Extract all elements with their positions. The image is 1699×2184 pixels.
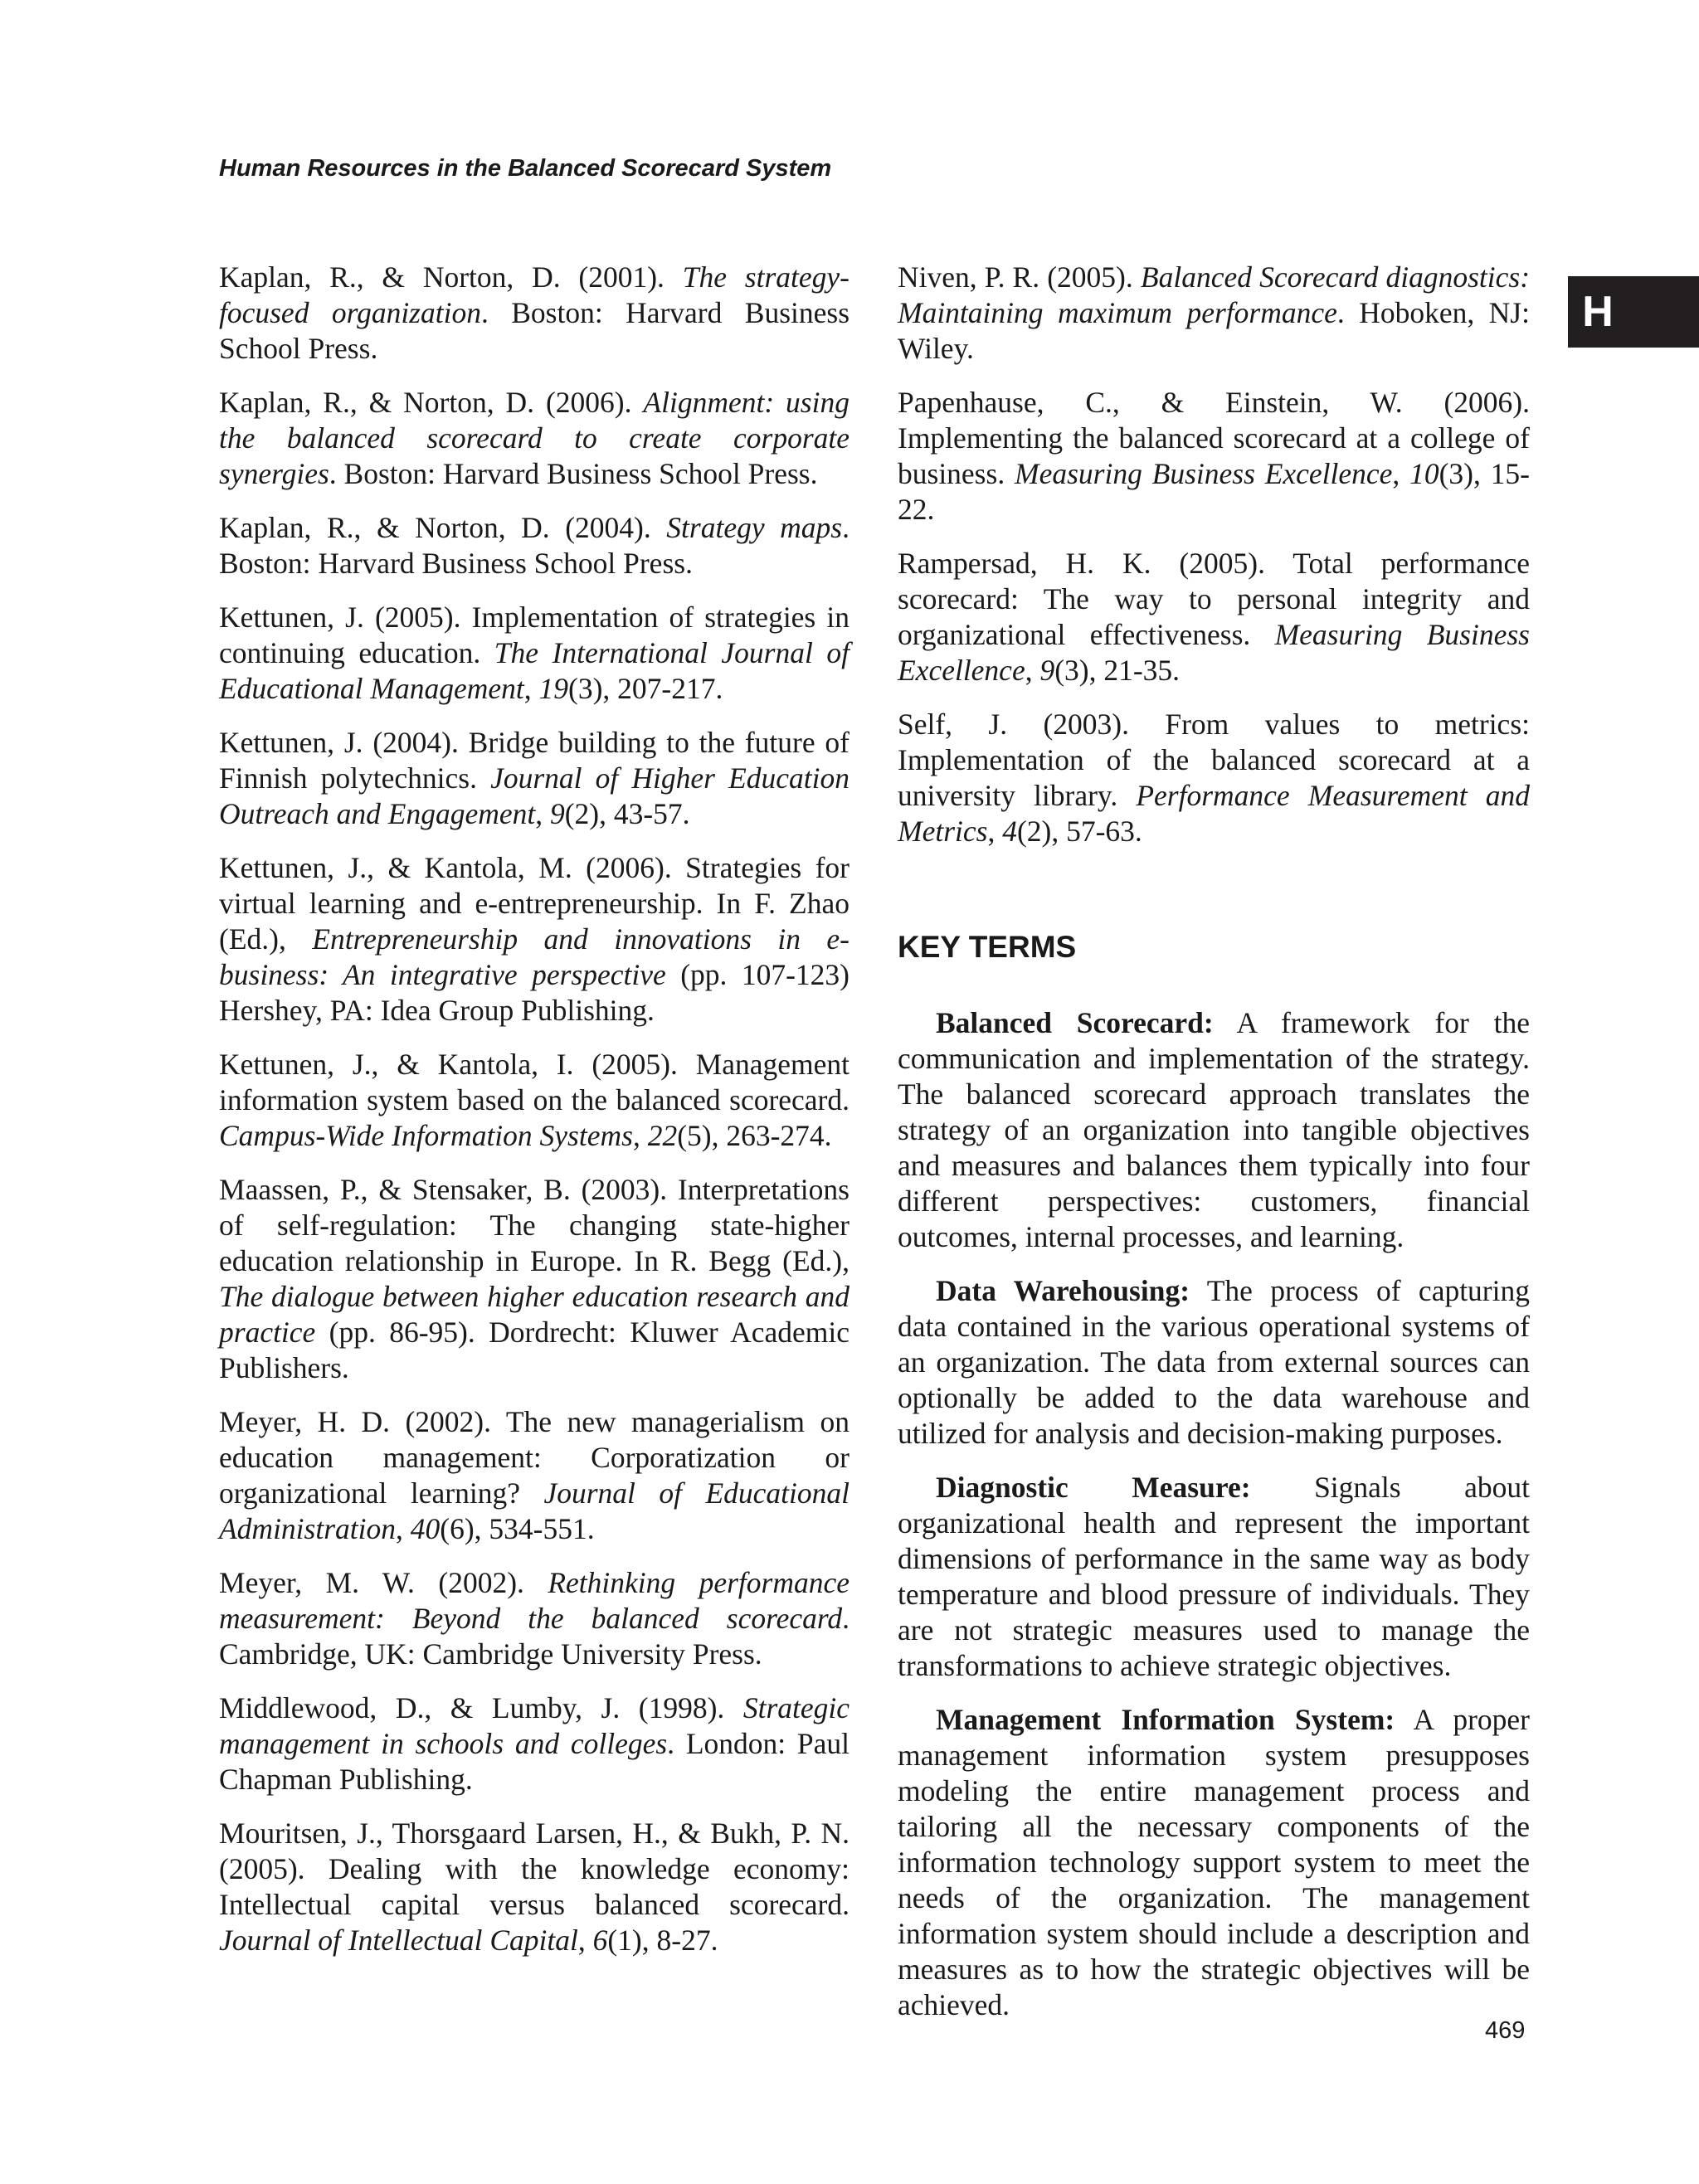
reference-title: Rethinking performance measurement: Beyond the balanced scorecard <box>219 1566 850 1635</box>
reference-text: Middlewood, D., & Lumby, J. (1998). <box>219 1691 743 1724</box>
reference-text: Meyer, H. D. (2002). The new managerialism on education management: Corporatization or organizational learning? <box>219 1405 850 1510</box>
reference-entry <box>219 510 850 581</box>
reference-entry <box>219 850 850 1029</box>
key-term-entry <box>898 1005 1530 1255</box>
reference-entry <box>219 1047 850 1154</box>
left-column <box>219 260 850 1977</box>
reference-title: Journal of Intellectual Capital <box>219 1924 578 1957</box>
reference-text: Kettunen, J. (2004). Bridge building to the future of Finnish polytechnics. <box>219 726 850 795</box>
reference-text: Kettunen, J., & Kantola, M. (2006). Strategies for virtual learning and e-entrepreneurship. In F. Zhao (Ed.), <box>219 851 850 956</box>
reference-entry <box>219 260 850 367</box>
reference-title: Balanced Scorecard diagnostics: Maintaining maximum performance <box>898 260 1531 329</box>
reference-text: Mouritsen, J., Thorsgaard Larsen, H., & Bukh, P. N. (2005). Dealing with the knowledge economy: Intellectual capital versus balanced scorecard. <box>219 1817 850 1921</box>
reference-title: Campus-Wide Information Systems <box>219 1119 633 1152</box>
key-term-entry <box>898 1470 1530 1684</box>
reference-details: (3), 15-22. <box>898 457 1530 526</box>
reference-entry <box>219 1404 850 1547</box>
reference-separator: , <box>632 1119 648 1152</box>
key-term-name: Data Warehousing: <box>936 1274 1190 1307</box>
section-thumb-tab <box>1568 276 1699 348</box>
reference-details: (pp. 86-95). Dordrecht: Kluwer Academic Publishers. <box>219 1316 850 1384</box>
reference-title: Strategy maps <box>666 511 843 544</box>
reference-details: . Cambridge, UK: Cambridge University Press. <box>219 1602 850 1671</box>
reference-title: Journal of Higher Education Outreach and Engagement <box>219 761 850 830</box>
key-term-definition: Signals about organizational health and represent the important dimensions of performance in the same way as body temperature and blood pressure of individuals. They are not strategic measures used to manage the transformations to achieve strategic objectives. <box>898 1471 1530 1682</box>
reference-entry <box>219 600 850 707</box>
reference-text: Kettunen, J., & Kantola, I. (2005). Management information system based on the balanced scorecard. <box>219 1048 850 1116</box>
reference-details: (pp. 107-123) Hershey, PA: Idea Group Publishing. <box>219 958 850 1027</box>
reference-details: . Boston: Harvard Business School Press. <box>329 457 818 490</box>
reference-details: . Boston: Harvard Business School Press. <box>219 511 850 580</box>
reference-separator: , <box>523 672 539 705</box>
reference-details: . London: Paul Chapman Publishing. <box>219 1727 850 1796</box>
key-term-name: Management Information System: <box>936 1703 1395 1736</box>
key-term-name: Diagnostic Measure: <box>936 1471 1251 1504</box>
reference-title: Journal of Educational Administration <box>219 1476 850 1545</box>
reference-title: Measuring Business Excellence <box>898 618 1530 687</box>
reference-details: (3), 21-35. <box>1054 654 1181 687</box>
reference-separator: , <box>396 1512 411 1545</box>
running-head-title: Human Resources in the Balanced Scorecard System <box>219 155 832 182</box>
reference-details: . Boston: Harvard Business School Press. <box>219 296 850 365</box>
key-terms-heading: KEY TERMS <box>898 930 1077 964</box>
key-term-definition: A proper management information system presupposes modeling the entire management process and tailoring all the necessary components of the information technology support system to meet the needs of the organization. The management information system should include a description and measures as to how the strategic objectives will be achieved. <box>898 1703 1530 2021</box>
reference-volume: 40 <box>410 1512 441 1545</box>
key-term-definition: The process of capturing data contained in the various operational systems of an organization. The data from external sources can optionally be added to the data warehouse and utilized for analysis and decision-making purposes. <box>898 1274 1530 1450</box>
reference-list-right <box>898 260 1530 849</box>
reference-separator: , <box>577 1924 593 1957</box>
reference-volume: 4 <box>1002 815 1017 848</box>
reference-text: Meyer, M. W. (2002). <box>219 1566 548 1599</box>
reference-separator: , <box>535 797 550 830</box>
reference-details: (1), 8-27. <box>607 1924 718 1957</box>
reference-volume: 19 <box>538 672 568 705</box>
reference-list-left <box>219 260 850 1958</box>
reference-volume: 9 <box>549 797 565 830</box>
reference-entry <box>219 1690 850 1797</box>
reference-entry <box>898 260 1530 367</box>
key-term-entry <box>898 1273 1530 1452</box>
page-number: 469 <box>1485 2017 1526 2044</box>
reference-title: The International Journal of Educational Management <box>219 636 850 705</box>
reference-entry <box>219 1565 850 1672</box>
reference-volume: 6 <box>592 1924 608 1957</box>
reference-details: (5), 263-274. <box>677 1119 832 1152</box>
reference-text: Maassen, P., & Stensaker, B. (2003). Interpretations of self-regulation: The changing state-higher education relationship in Europe. In R. Begg (Ed.), <box>219 1173 850 1277</box>
reference-entry <box>219 385 850 492</box>
key-term-definition: A framework for the communication and implementation of the strategy. The balanced scorecard approach translates the strategy of an organization into tangible objectives and measures and balances them typically into four different perspectives: customers, financial outcomes, internal processes, and learning. <box>898 1006 1530 1253</box>
reference-separator: , <box>1025 654 1040 687</box>
reference-title: Alignment: using the balanced scorecard to create corporate synergies <box>219 386 850 490</box>
key-term-name: Balanced Scorecard: <box>936 1006 1214 1039</box>
reference-text: Kaplan, R., & Norton, D. (2001). <box>219 260 683 294</box>
reference-entry <box>219 1172 850 1386</box>
reference-entry <box>898 385 1530 528</box>
reference-details: (3), 207-217. <box>568 672 723 705</box>
reference-volume: 22 <box>647 1119 678 1152</box>
reference-entry <box>898 707 1530 849</box>
reference-text: Niven, P. R. (2005). <box>898 260 1141 294</box>
reference-title: Strategic management in schools and colleges <box>219 1691 850 1760</box>
reference-details: (2), 57-63. <box>1016 815 1142 848</box>
reference-text: Kaplan, R., & Norton, D. (2004). <box>219 511 667 544</box>
reference-text: Self, J. (2003). From values to metrics: Implementation of the balanced scorecard at a university library. <box>898 708 1530 812</box>
reference-volume: 9 <box>1039 654 1055 687</box>
reference-separator: , <box>1392 457 1410 490</box>
reference-details: (2), 43-57. <box>564 797 690 830</box>
reference-title: Measuring Business Excellence <box>1015 457 1393 490</box>
reference-volume: 10 <box>1409 457 1439 490</box>
reference-text: Kettunen, J. (2005). Implementation of strategies in continuing education. <box>219 601 850 669</box>
thumb-tab-letter: H <box>1582 288 1614 336</box>
reference-title: Entrepreneurship and innovations in e-business: An integrative perspective <box>219 922 850 991</box>
key-terms-list <box>898 1005 1530 2023</box>
reference-details: (6), 534-551. <box>440 1512 595 1545</box>
reference-text: Kaplan, R., & Norton, D. (2006). <box>219 386 644 419</box>
reference-title: The strategy-focused organization <box>219 260 850 329</box>
reference-title: Performance Measurement and Metrics <box>898 779 1530 848</box>
reference-text: Papenhause, C., & Einstein, W. (2006). Implementing the balanced scorecard at a college of business. <box>898 386 1530 490</box>
reference-separator: , <box>987 815 1003 848</box>
reference-text: Rampersad, H. K. (2005). Total performance scorecard: The way to personal integrity and organizational effectiveness. <box>898 547 1530 651</box>
reference-entry <box>898 546 1530 688</box>
key-term-entry <box>898 1702 1530 2023</box>
reference-entry <box>219 1816 850 1958</box>
right-column <box>898 260 1530 2041</box>
reference-title: The dialogue between higher education research and practice <box>219 1280 850 1349</box>
reference-entry <box>219 725 850 832</box>
reference-details: . Hoboken, NJ: Wiley. <box>898 296 1530 365</box>
